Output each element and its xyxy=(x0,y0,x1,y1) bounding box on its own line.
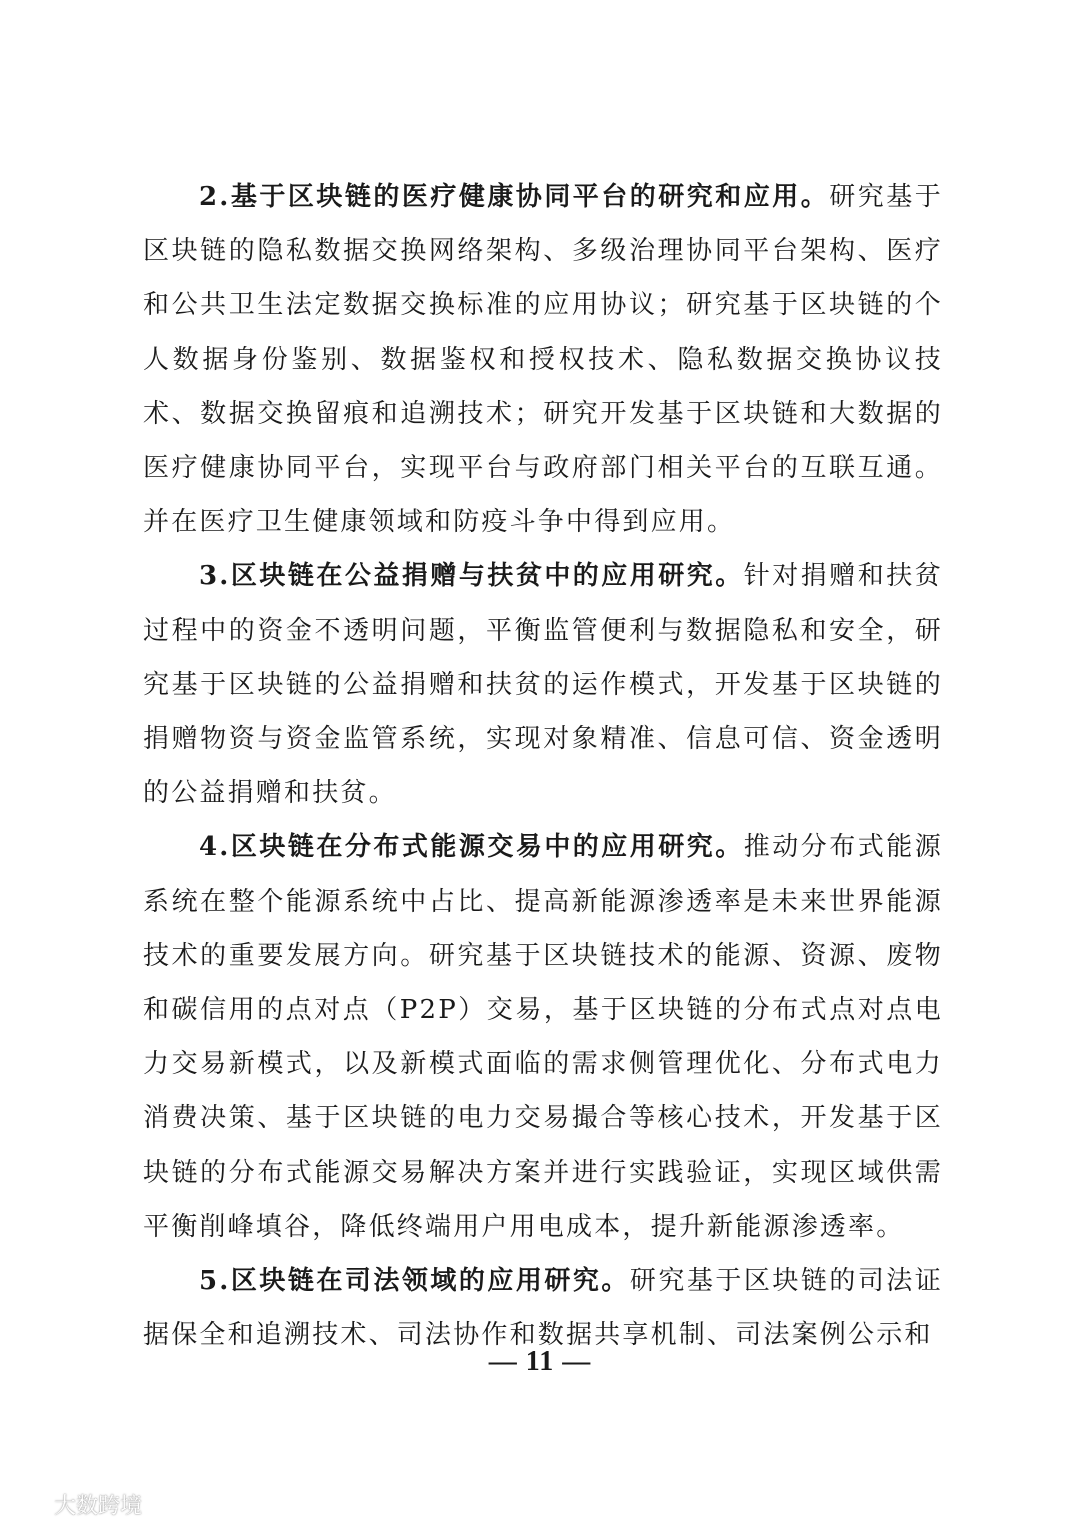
page-number: — 11 — xyxy=(488,1346,592,1377)
document-body xyxy=(143,170,943,1362)
watermark xyxy=(8,1488,142,1520)
paragraph-heading: 5.区块链在司法领域的应用研究。 xyxy=(199,1266,630,1297)
paragraph-text: 研究基于区块链的隐私数据交换网络架构、多级治理协同平台架构、医疗和公共卫生法定数据交换标准的应用协议；研究基于区块链的个人数据身份鉴别、数据鉴权和授权技术、隐私数据交换协议技术、数据交换留痕和追溯技术；研究开发基于区块链和大数据的医疗健康协同平台，实现平台与政府部门相关平台的互联互通。并在医疗卫生健康领域和防疫斗争中得到应用。 xyxy=(143,182,943,538)
paragraph-heading: 2.基于区块链的医疗健康协同平台的研究和应用。 xyxy=(199,182,830,212)
paragraph-2 xyxy=(143,170,943,549)
watermark-text: 大数跨境 xyxy=(54,1493,143,1519)
paragraph-4 xyxy=(143,820,943,1254)
paragraph-text: 研究基于区块链的司法证据保全和追溯技术、司法协作和数据共享机制、司法案例公示和 xyxy=(143,1266,944,1351)
paragraph-text: 针对捐赠和扶贫过程中的资金不透明问题，平衡监管便利与数据隐私和安全，研究基于区块链的公益捐赠和扶贫的运作模式，开发基于区块链的捐赠物资与资金监管系统，实现对象精准、信息可信、资金透明的公益捐赠和扶贫。 xyxy=(143,561,943,809)
weibo-logo-icon xyxy=(8,1489,48,1519)
paragraph-3 xyxy=(143,549,943,820)
paragraph-heading: 4.区块链在分布式能源交易中的应用研究。 xyxy=(199,832,744,863)
paragraph-text: 推动分布式能源系统在整个能源系统中占比、提高新能源渗透率是未来世界能源技术的重要发展方向。研究基于区块链技术的能源、资源、废物和碳信用的点对点（P2P）交易，基于区块链的分布式点对点电力交易新模式，以及新模式面临的需求侧管理优化、分布式电力消费决策、基于区块链的电力交易撮合等核心技术，开发基于区块链的分布式能源交易解决方案并进行实践验证，实现区域供需平衡削峰填谷，降低终端用户用电成本，提升新能源渗透率。 xyxy=(143,832,943,1242)
paragraph-heading: 3.区块链在公益捐赠与扶贫中的应用研究。 xyxy=(199,561,744,592)
